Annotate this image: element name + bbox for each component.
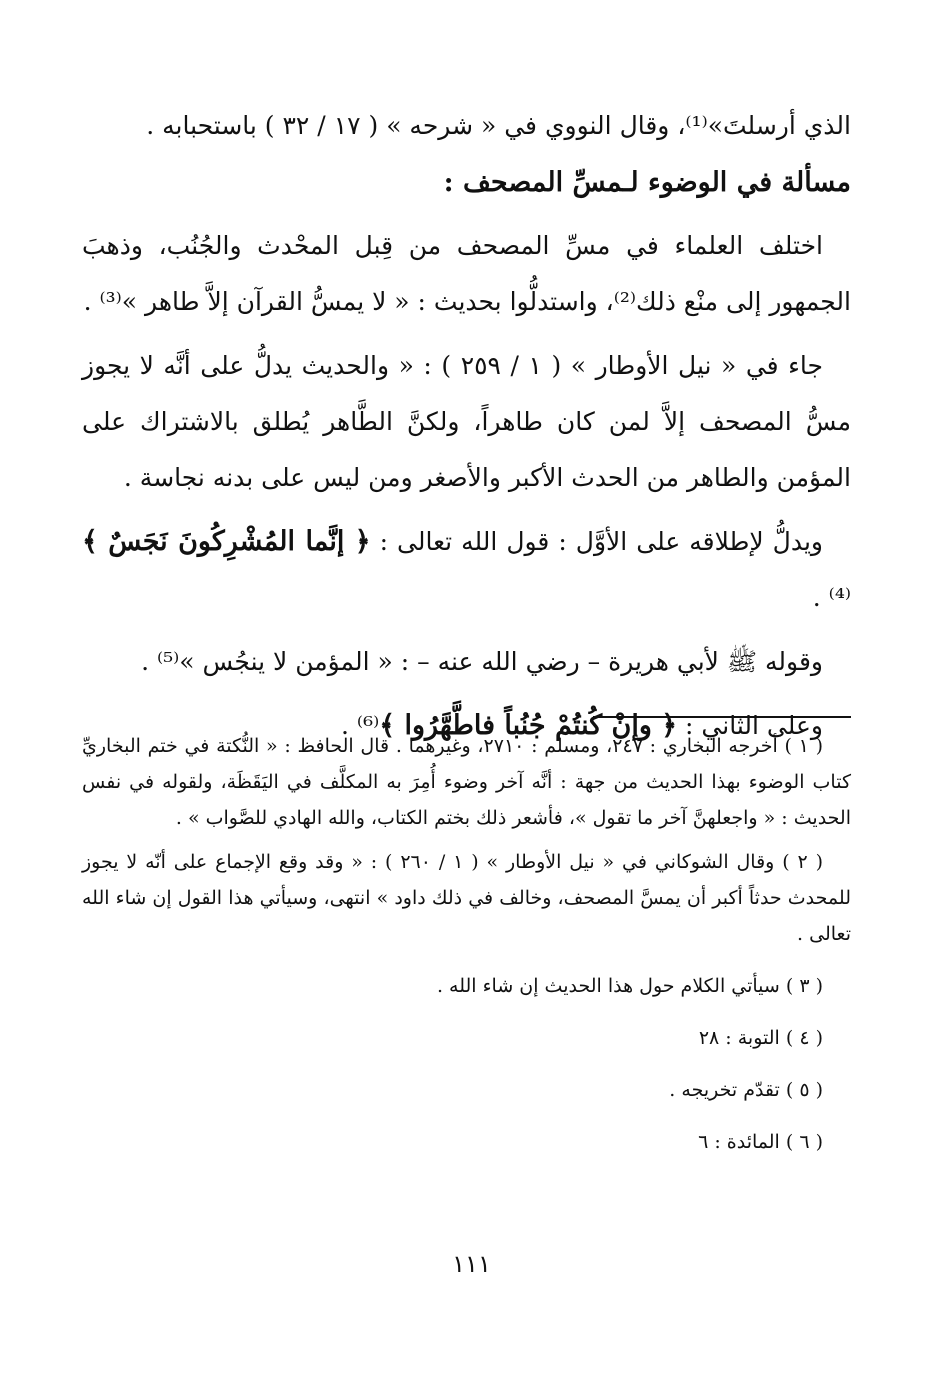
quran-verse-2: ﴿ وإنْ كُنتُمْ جُنُباً فاطَّهَّرُوا ﴾ (379, 710, 678, 741)
paragraph-5-text: وعلى الثاني : (685, 711, 823, 740)
footnote-1: ( ١ ) أخرجه البخاري : ٢٤٧، ومسلم : ٢٧١٠، وغيرهما . قال الحافظ : « النُّكتة في ختم البخاريِّ كتاب الوضوء بهذا الحديث من جهة : أنَّه آخر وضوء أُمِرَ به المكلَّف في اليَقَظَة، ولقوله في نفس الحديث : « واجعلهنَّ آخر ما تقول »، فأشعر ذلك بختم الكتاب، والله الهادي للصَّواب » . (82, 735, 851, 829)
section-heading: مسألة في الوضوء لـمسِّ المصحف : (443, 167, 851, 198)
page-number: ١١١ (452, 1250, 491, 1278)
main-text (82, 100, 851, 762)
quran-verse-1: ﴿ إنَّما المُشْرِكُونَ نَجَسٌ ﴾ (82, 526, 371, 557)
paragraph-4: وقوله ﷺ لأبي هريرة – رضي الله عنه – : « المؤمن لا ينجُس »⁽⁵⁾ . (141, 647, 823, 676)
paragraph-2: جاء في « نيل الأوطار » ( ١ / ٢٥٩ ) : « والحديث يدلُّ على أنَّه لا يجوز مسُّ المصحف إلاَّ لمن كان طاهراً، ولكنَّ الطَّاهر يُطلق بالاشتراك على المؤمن والطاهر من الحدث الأكبر والأصغر ومن ليس على بدنه نجاسة . (82, 351, 851, 492)
footnote-3: ( ٣ ) سيأتي الكلام حول هذا الحديث إن شاء الله . (436, 975, 823, 997)
continuation-line: الذي أرسلتَ»⁽¹⁾، وقال النووي في « شرحه » ( ١٧ / ٣٢ ) باستحبابه . (146, 111, 851, 140)
footnotes (82, 728, 851, 1168)
footnote-ref-4: ⁽⁴⁾ . (812, 583, 851, 612)
footnote-6: ( ٦ ) المائدة : ٦ (698, 1131, 823, 1153)
footnote-ref-6: ⁽⁶⁾ . (341, 711, 380, 740)
paragraph-1: اختلف العلماء في مسِّ المصحف من قِبل المحْدث والجُنُب، وذهبَ الجمهور إلى منْع ذلك⁽²⁾، واستدلُّوا بحديث : « لا يمسُّ القرآن إلاَّ طاهر »⁽³⁾ . (82, 231, 851, 316)
paragraph-3 (82, 514, 851, 626)
footnote-4: ( ٤ ) التوبة : ٢٨ (698, 1027, 823, 1049)
footnote-2: ( ٢ ) وقال الشوكاني في « نيل الأوطار » ( ١ / ٢٦٠ ) : « وقد وقع الإجماع على أنّه لا يجوز للمحدث حدثاً أكبر أن يمسَّ المصحف، وخالف في ذلك داود » انتهى، وسيأتي هذا القول إن شاء الله تعالى . (82, 851, 851, 945)
paragraph-3-text: ويدلُّ لإطلاقه على الأوَّل : قول الله تعالى : (379, 527, 823, 556)
footnote-5: ( ٥ ) تقدّم تخريجه . (669, 1079, 823, 1101)
footnote-divider (593, 716, 851, 718)
